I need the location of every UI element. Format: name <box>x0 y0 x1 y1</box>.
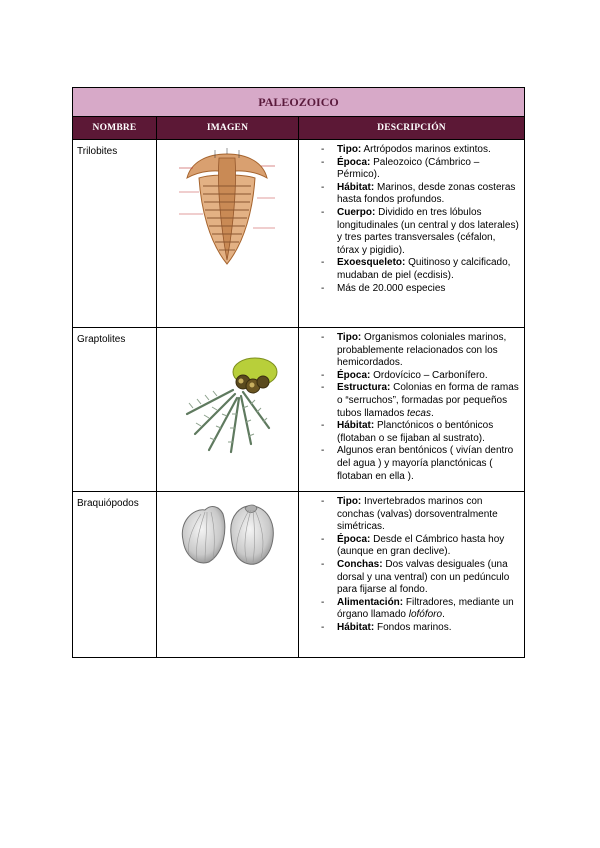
item-text: Algunos eran bentónicos ( vivían dentro del agua ) y mayoría planctónicas ( flotaban en ella ). <box>337 445 514 482</box>
table-row-braquiopodos <box>73 492 525 658</box>
list-item <box>299 370 520 383</box>
item-label: Estructura: <box>337 382 391 394</box>
row-name: Braquiópodos <box>73 492 157 658</box>
list-item <box>299 534 520 559</box>
item-label: Hábitat: <box>337 621 375 633</box>
list-item <box>299 445 520 483</box>
item-text: Ordovícico – Carbonífero. <box>370 369 488 381</box>
item-text: Colonias en forma de ramas o “serruchos”, formadas por pequeños tubos llamados <box>337 382 519 419</box>
item-tail: . <box>430 407 434 419</box>
item-label: Hábitat: <box>337 181 375 193</box>
item-text: Dividido en tres lóbulos longitudinales (un central y dos laterales) y tres partes transversales (céfalon, tórax y pigidio). <box>337 206 519 256</box>
item-text: Organismos coloniales marinos, probablemente relacionados con los hemicordados. <box>337 332 507 369</box>
table-title: PALEOZOICO <box>73 88 525 117</box>
row-description <box>299 140 525 328</box>
item-label: Tipo: <box>337 332 362 343</box>
row-image <box>157 492 299 658</box>
table-row-graptolites <box>73 328 525 492</box>
paleozoic-table-container <box>72 87 524 658</box>
description-list <box>299 332 520 483</box>
list-item <box>299 622 520 635</box>
item-label: Alimentación: <box>337 596 404 608</box>
description-list <box>299 144 520 295</box>
graptolite-illustration-icon <box>173 352 283 462</box>
list-item <box>299 420 520 445</box>
item-text: Quitinoso y calcificado, mudaban de piel (ecdisis). <box>337 257 511 281</box>
brachiopod-illustration-icon <box>175 500 279 570</box>
item-text: Invertebrados marinos con conchas (valvas) dorsoventralmente simétricas. <box>337 496 498 533</box>
item-label: Tipo: <box>337 496 362 507</box>
row-image <box>157 140 299 328</box>
list-item <box>299 207 520 257</box>
row-image <box>157 328 299 492</box>
paleozoic-table <box>72 87 525 658</box>
list-item <box>299 257 520 282</box>
row-name: Graptolites <box>73 328 157 492</box>
item-label: Cuerpo: <box>337 206 376 218</box>
item-text: Fondos marinos. <box>374 621 452 633</box>
row-description <box>299 328 525 492</box>
item-label: Época: <box>337 156 371 168</box>
item-text: Planctónicos o bentónicos (flotaban o se fijaban al sustrato). <box>337 420 494 444</box>
header-row <box>73 117 525 140</box>
description-list <box>299 496 520 635</box>
item-label: Exoesqueleto: <box>337 257 406 269</box>
item-text: Artrópodos marinos extintos. <box>361 144 491 155</box>
list-item <box>299 332 520 370</box>
row-name: Trilobites <box>73 140 157 328</box>
header-imagen: IMAGEN <box>157 117 299 140</box>
trilobite-illustration-icon <box>177 148 277 270</box>
list-item <box>299 182 520 207</box>
item-text: Dos valvas desiguales (una dorsal y una ventral) con un pedúnculo para fijarse al fondo. <box>337 558 510 596</box>
list-item <box>299 382 520 420</box>
list-item <box>299 283 520 296</box>
item-text: Más de 20.000 especies <box>337 282 446 294</box>
list-item <box>299 157 520 182</box>
item-label: Tipo: <box>337 144 362 155</box>
item-label: Época: <box>337 369 371 381</box>
item-text: Marinos, desde zonas costeras hasta fondos profundos. <box>337 181 516 206</box>
list-item <box>299 597 520 622</box>
item-text: Desde el Cámbrico hasta hoy (aunque en gran declive). <box>337 533 505 558</box>
row-description <box>299 492 525 658</box>
item-emphasis: tecas <box>407 407 431 419</box>
list-item <box>299 559 520 597</box>
item-text: Paleozoico (Cámbrico – Pérmico). <box>337 156 480 181</box>
list-item <box>299 496 520 534</box>
item-emphasis: lofóforo <box>408 609 443 621</box>
list-item <box>299 144 520 157</box>
item-label: Conchas: <box>337 558 383 570</box>
header-descripcion: DESCRIPCIÓN <box>299 117 525 140</box>
item-tail: . <box>442 609 445 621</box>
table-row-trilobites <box>73 140 525 328</box>
item-text: Filtradores, mediante un órgano llamado <box>337 596 514 621</box>
item-label: Hábitat: <box>337 420 375 432</box>
title-row <box>73 88 525 117</box>
header-nombre: NOMBRE <box>73 117 157 140</box>
item-label: Época: <box>337 533 371 545</box>
